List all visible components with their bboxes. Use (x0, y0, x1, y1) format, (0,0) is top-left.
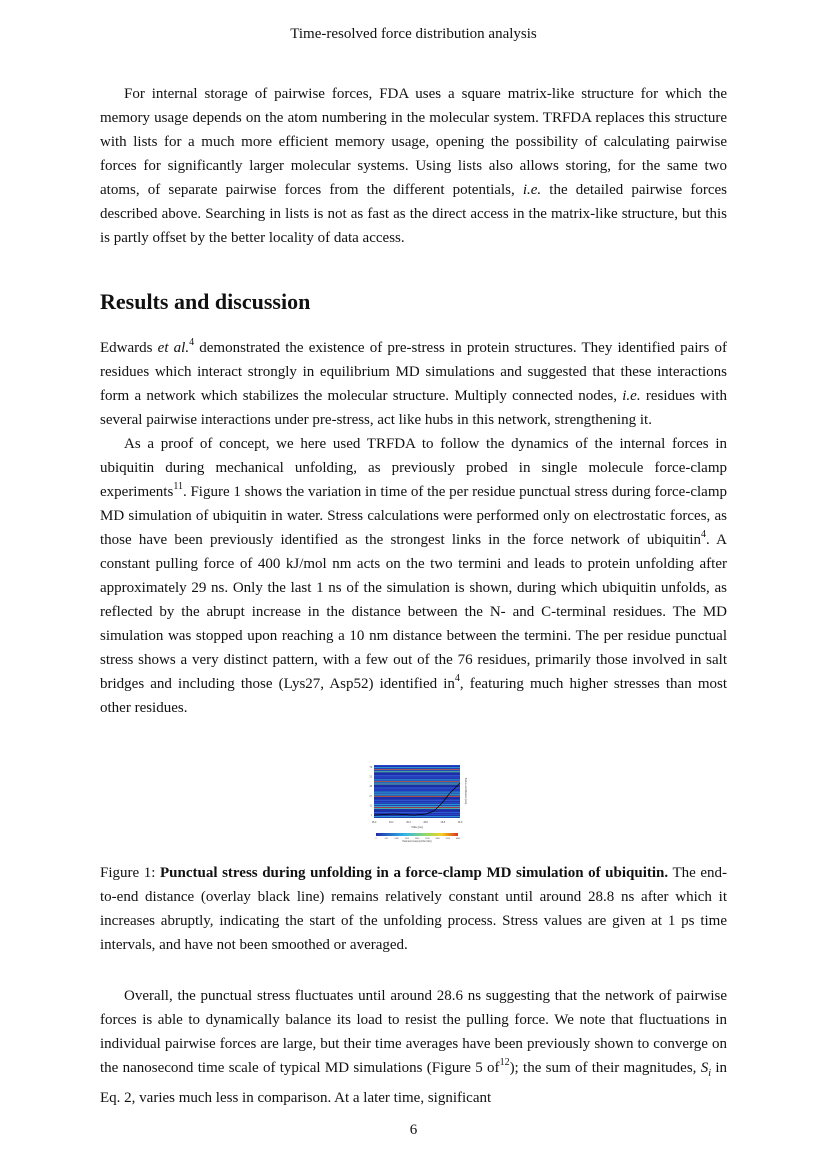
heatmap-row (374, 804, 460, 805)
colorbar-tick-label: 0 (375, 838, 377, 840)
y-tick-label: 48 (369, 785, 372, 789)
heatmap-row (374, 771, 460, 772)
heatmap-row (374, 810, 460, 811)
y-tick-label: 11 (369, 804, 372, 808)
heatmap-row (374, 787, 460, 788)
colorbar-tick-label: 2000 (414, 838, 420, 840)
citation-ref[interactable]: 11 (173, 481, 183, 492)
colorbar-tick-label: 1000 (394, 838, 399, 840)
heatmap-row (374, 798, 460, 799)
italic-run: et al. (157, 340, 190, 356)
paragraph-pre-stress (100, 336, 727, 432)
heatmap-row (374, 775, 460, 776)
colorbar-tick-label: 2500 (425, 838, 430, 840)
y-axis-label-right: End-to-end distance (nm) (464, 777, 467, 805)
caption-label: Figure 1: (100, 865, 160, 881)
math-symbol: S (700, 1060, 709, 1076)
x-tick-label: 28.6 (423, 821, 428, 824)
text-run: Overall, the punctual stress fluctuates until around 28.6 ns suggesting that the network of pairwise forces is able to dynamically balance its load to resist the pulling force. We note that fluctuations in individual pairwise forces are large, but their time averages have been previously shown to converge on the nanosecond time scale of typical MD simulations (Figure 5 of (100, 988, 727, 1076)
text-run: , featuring much higher stresses than most other residues. (100, 676, 727, 716)
heatmap-row (374, 783, 460, 784)
x-tick-label: 28.8 (440, 821, 446, 824)
colorbar (376, 833, 458, 836)
heatmap-row (374, 792, 460, 793)
x-tick-label: 28.2 (388, 821, 394, 824)
text-run: demonstrated the existence of pre-stress in protein structures. They identified pairs of residues which interact strongly in equilibrium MD simulations and suggested that these interactions form a network which stabilizes the molecular structure. Multiply connected nodes, (100, 340, 727, 404)
heatmap-row (374, 794, 460, 795)
heatmap-row (374, 800, 460, 801)
figure-caption (100, 861, 727, 957)
caption-text (100, 861, 727, 957)
heatmap-row (374, 802, 460, 803)
citation-ref[interactable]: 4 (454, 673, 460, 684)
caption-body: The end-to-end distance (overlay black line) remains relatively constant until around 28.8 ns after which it increases abruptly, indicating the start of the unfolding process. Stress values are given at 1 ps time intervals, and have not been smoothed or averaged. (100, 865, 728, 953)
x-tick-label: 29.0 (457, 821, 463, 824)
figure-stress-heatmap (364, 763, 470, 843)
italic-run: i.e. (622, 388, 641, 404)
heatmap-row (374, 808, 460, 809)
heatmap-row (374, 812, 460, 813)
y-tick-label: 76 (369, 766, 372, 769)
colorbar-tick-label: 3500 (445, 838, 450, 840)
text-run: . Figure 1 shows the variation in time of the per residue punctual stress during force-clamp MD simulation of ubiquitin in water. Stress calculations were performed only on electrostatic forces, as those have been previously identified as the strongest links in the force network of ubiquitin (100, 484, 727, 548)
high-stress-row (374, 769, 460, 770)
text-run: residues with several pairwise interactions under pre-stress, act like hubs in this network, strengthening it. (100, 388, 727, 428)
heatmap-row (374, 767, 460, 768)
x-axis-label: Time (ns) (411, 825, 423, 829)
y-ticks (369, 766, 372, 817)
colorbar-tick-label: 500 (384, 838, 388, 840)
section-title: Results and discussion (100, 289, 311, 314)
paragraph-storage (100, 82, 727, 250)
x-ticks (372, 821, 463, 824)
high-stress-row (374, 807, 460, 808)
citation-ref[interactable]: 4 (701, 529, 707, 540)
colorbar-label: Punctual stress (kJ/mol nm) (402, 840, 432, 843)
colorbar-tick-label: 4000 (455, 838, 461, 840)
high-stress-row (374, 781, 460, 782)
citation-ref[interactable]: 12 (499, 1057, 510, 1068)
y-tick-label: 1 (370, 814, 372, 817)
heatmap-row (374, 816, 460, 817)
heatmap-row (374, 765, 460, 766)
heatmap-svg (364, 763, 470, 843)
heatmap-row (374, 773, 460, 774)
running-head: Time-resolved force distribution analysis (290, 26, 537, 42)
caption-title: Punctual stress during unfolding in a force-clamp MD simulation of ubiquitin. (159, 865, 669, 881)
text-run: in Eq. 2, varies much less in comparison. At a later time, significant (100, 1060, 727, 1106)
y-tick-label: 52 (369, 775, 372, 779)
heatmap-row (374, 779, 460, 780)
heatmap-row (374, 789, 460, 790)
text-run: . A constant pulling force of 400 kJ/mol nm acts on the two termini and leads to protein unfolding after approximately 29 ns. Only the last 1 ns of the simulation is shown, during which ubiquitin unfolds, as reflected by the abrupt increase in the distance between the N- and C-terminal residues. The MD simulation was stopped upon reaching a 10 nm distance between the termini. The per residue punctual stress shows a very distinct pattern, with a few out of the 76 residues, primarily those involved in salt bridges and including those (Lys27, Asp52) identified in (100, 532, 727, 692)
text-run: ); the sum of their magnitudes, (509, 1060, 701, 1076)
x-tick-label: 28.4 (406, 821, 411, 824)
text-run: Edwards (100, 340, 158, 356)
paragraph-text (100, 82, 727, 250)
math-subscript: i (708, 1068, 712, 1079)
y-tick-label: 27 (369, 794, 372, 798)
x-tick-label: 28.0 (371, 821, 377, 824)
text-run: For internal storage of pairwise forces, FDA uses a square matrix-like structure for which the memory usage depends on the atom numbering in the molecular system. TRFDA replaces this structure with lists for a much more efficient memory usage, opening the possibility of calculating pairwise forces for significantly larger molecular systems. Using lists also allows storing, for the same two atoms, of separate pairwise forces from the different potentials, (100, 86, 727, 198)
colorbar-tick-label: 3000 (435, 838, 440, 840)
heatmap-row (374, 777, 460, 778)
paragraph-overall (100, 984, 727, 1110)
heatmap-row (374, 785, 460, 786)
page-number: 6 (409, 1122, 418, 1138)
italic-run: i.e. (522, 182, 542, 198)
paragraph-text (100, 984, 727, 1110)
text-run: As a proof of concept, we here used TRFDA to follow the dynamics of the internal forces in ubiquitin during mechanical unfolding, as previously probed in single molecule force-clamp experiments (100, 436, 727, 500)
citation-ref[interactable]: 4 (189, 337, 195, 348)
results-body (100, 336, 727, 720)
heatmap-row (374, 806, 460, 807)
colorbar-tick-label: 1500 (404, 838, 409, 840)
text-run: the detailed pairwise forces described above. Searching in lists is not as fast as the direct access in the matrix-like structure, but this is partly offset by the better locality of data access. (100, 182, 727, 246)
paragraph-proof-of-concept (100, 432, 727, 720)
